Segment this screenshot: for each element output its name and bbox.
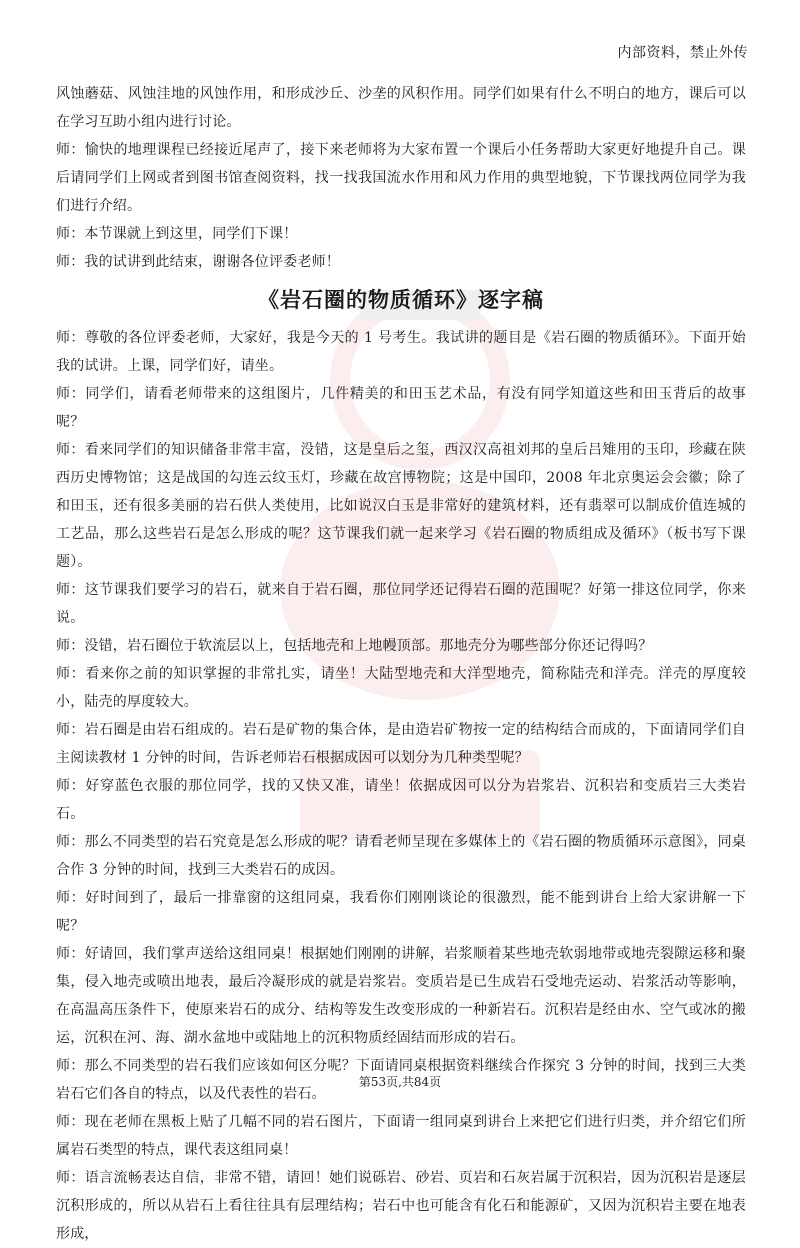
paragraph: 师：好请回，我们掌声送给这组同桌！根据她们刚刚的讲解，岩浆顺着某些地壳软弱地带或地壳裂隙运移和聚集，侵入地壳或喷出地表，最后冷凝形成的就是岩浆岩。变质岩是已生成岩石受地壳运动、岩浆活动等影响，在高温高压条件下，使原来岩石的成分、结构等发生改变形成的一种新岩石。沉积岩是经由水、空气或冰的搬运，沉积在河、海、湖水盆地中或陆地上的沉积物质经固结而形成的岩石。 [56, 946, 746, 1046]
confidential-note: 内部资料，禁止外传 [617, 45, 748, 61]
paragraph: 师：没错，岩石圈位于软流层以上，包括地壳和上地幔顶部。那地壳分为哪些部分你还记得吗？ [56, 638, 653, 654]
page-number: 第53页,共84页 [358, 1075, 442, 1089]
section-title: 《岩石圈的物质循环》逐字稿 [258, 288, 544, 312]
paragraph: 师：好时间到了，最后一排靠窗的这组同桌，我看你们刚刚谈论的很激烈，能不能到讲台上给大家讲解一下呢？ [56, 890, 746, 934]
paragraph: 师：这节课我们要学习的岩石，就来自于岩石圈，那位同学还记得岩石圈的范围呢？好第一排这位同学，你来说。 [56, 582, 746, 626]
paragraph: 师：好穿蓝色衣服的那位同学，找的又快又准，请坐！依据成因可以分为岩浆岩、沉积岩和变质岩三大类岩石。 [56, 778, 746, 822]
paragraph: 师：看来同学们的知识储备非常丰富，没错，这是皇后之玺，西汉汉高祖刘邦的皇后吕雉用的玉印，珍藏在陕西历史博物馆；这是战国的勾连云纹玉灯，珍藏在故宫博物院；这是中国印，2008 年北京奥运会会徽；除了和田玉，还有很多美丽的岩石供人类使用，比如说汉白玉是非常好的建筑材料，还有翡翠可以制成价值连城的工艺品，那么这些岩石是怎么形成的呢？这节课我们就一起来学习《岩石圈的物质组成及循环》（板书写下课题）。 [56, 442, 746, 570]
paragraph: 师：看来你之前的知识掌握的非常扎实，请坐！大陆型地壳和大洋型地壳，简称陆壳和洋壳。洋壳的厚度较小，陆壳的厚度较大。 [56, 666, 746, 710]
paragraph: 师：同学们，请看老师带来的这组图片，几件精美的和田玉艺术品，有没有同学知道这些和田玉背后的故事呢？ [56, 386, 746, 430]
paragraph: 师：愉快的地理课程已经接近尾声了，接下来老师将为大家布置一个课后小任务帮助大家更好地提升自己。课后请同学们上网或者到图书馆查阅资料，找一找我国流水作用和风力作用的典型地貌，下节课找两位同学为我们进行介绍。 [56, 142, 746, 214]
paragraph: 师：我的试讲到此结束，谢谢各位评委老师！ [56, 254, 340, 270]
paragraph: 师：那么不同类型的岩石我们应该如何区分呢？下面请同桌根据资料继续合作探究 3 分钟的时间，找到三大类岩石它们各自的特点，以及代表性的岩石。 [56, 1058, 746, 1102]
paragraph: 风蚀蘑菇、风蚀洼地的风蚀作用，和形成沙丘、沙垄的风积作用。同学们如果有什么不明白的地方，课后可以在学习互助小组内进行讨论。 [56, 86, 746, 130]
paragraph: 师：语言流畅表达自信，非常不错，请回！她们说砾岩、砂岩、页岩和石灰岩属于沉积岩，因为沉积岩是逐层沉积形成的，所以从岩石上看往往具有层理结构；岩石中也可能含有化石和能源矿，又因为沉积岩主要在地表形成， [56, 1170, 746, 1242]
paragraph: 师：尊敬的各位评委老师，大家好，我是今天的 1 号考生。我试讲的题目是《岩石圈的物质循环》。下面开始我的试讲。上课，同学们好，请坐。 [56, 330, 746, 374]
paragraph: 师：岩石圈是由岩石组成的。岩石是矿物的集合体，是由造岩矿物按一定的结构结合而成的，下面请同学们自主阅读教材 1 分钟的时间，告诉老师岩石根据成因可以划分为几种类型呢？ [56, 722, 746, 766]
paragraph: 师：那么不同类型的岩石究竟是怎么形成的呢？请看老师呈现在多媒体上的《岩石圈的物质循环示意图》，同桌合作 3 分钟的时间，找到三大类岩石的成因。 [56, 834, 746, 878]
paragraph: 师：本节课就上到这里，同学们下课！ [56, 226, 298, 242]
paragraph: 师：现在老师在黑板上贴了几幅不同的岩石图片，下面请一组同桌到讲台上来把它们进行归类，并介绍它们所属岩石类型的特点，课代表这组同桌！ [56, 1114, 746, 1158]
